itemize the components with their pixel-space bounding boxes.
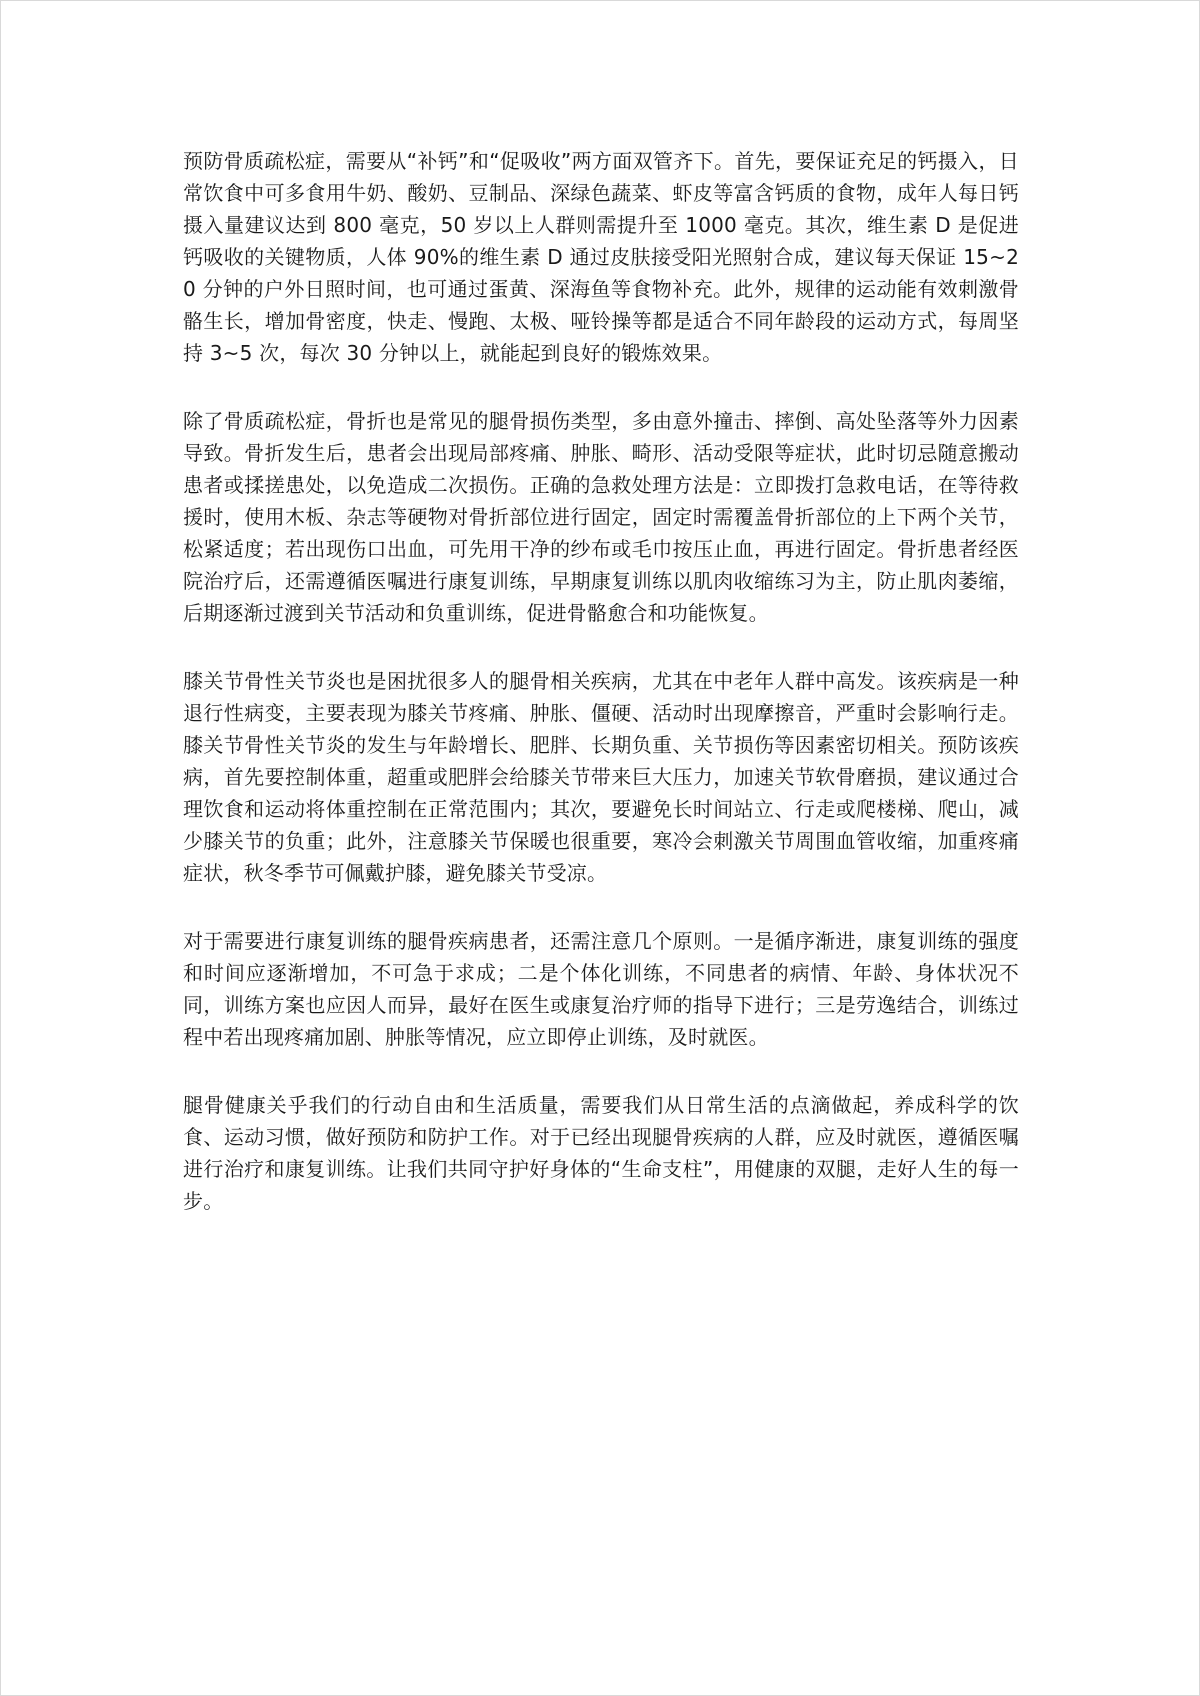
document-body (183, 145, 1019, 1217)
paragraph-conclusion: 腿骨健康关乎我们的行动自由和生活质量，需要我们从日常生活的点滴做起，养成科学的饮食、运动习惯，做好预防和防护工作。对于已经出现腿骨疾病的人群，应及时就医，遵循医嘱进行治疗和康复训练。让我们共同守护好身体的“生命支柱”，用健康的双腿，走好人生的每一步。 (183, 1093, 1019, 1213)
paragraph-rehabilitation-principles: 对于需要进行康复训练的腿骨疾病患者，还需注意几个原则。一是循序渐进，康复训练的强度和时间应逐渐增加，不可急于求成；二是个体化训练，不同患者的病情、年龄、身体状况不同，训练方案也应因人而异，最好在医生或康复治疗师的指导下进行；三是劳逸结合，训练过程中若出现疼痛加剧、肿胀等情况，应立即停止训练，及时就医。 (183, 929, 1019, 1049)
paragraph-knee-osteoarthritis: 膝关节骨性关节炎也是困扰很多人的腿骨相关疾病，尤其在中老年人群中高发。该疾病是一种退行性病变，主要表现为膝关节疼痛、肿胀、僵硬、活动时出现摩擦音，严重时会影响行走。膝关节骨性关节炎的发生与年龄增长、肥胖、长期负重、关节损伤等因素密切相关。预防该疾病，首先要控制体重，超重或肥胖会给膝关节带来巨大压力，加速关节软骨磨损，建议通过合理饮食和运动将体重控制在正常范围内；其次，要避免长时间站立、行走或爬楼梯、爬山，减少膝关节的负重；此外，注意膝关节保暖也很重要，寒冷会刺激关节周围血管收缩，加重疼痛症状，秋冬季节可佩戴护膝，避免膝关节受凉。 (183, 669, 1019, 885)
paragraph-fracture-first-aid: 除了骨质疏松症，骨折也是常见的腿骨损伤类型，多由意外撞击、摔倒、高处坠落等外力因素导致。骨折发生后，患者会出现局部疼痛、肿胀、畸形、活动受限等症状，此时切忌随意搬动患者或揉搓患处，以免造成二次损伤。正确的急救处理方法是：立即拨打急救电话，在等待救援时，使用木板、杂志等硬物对骨折部位进行固定，固定时需覆盖骨折部位的上下两个关节，松紧适度；若出现伤口出血，可先用干净的纱布或毛巾按压止血，再进行固定。骨折患者经医院治疗后，还需遵循医嘱进行康复训练，早期康复训练以肌肉收缩练习为主，防止肌肉萎缩，后期逐渐过渡到关节活动和负重训练，促进骨骼愈合和功能恢复。 (183, 409, 1019, 625)
paragraph-osteoporosis-prevention: 预防骨质疏松症，需要从“补钙”和“促吸收”两方面双管齐下。首先，要保证充足的钙摄入，日常饮食中可多食用牛奶、酸奶、豆制品、深绿色蔬菜、虾皮等富含钙质的食物，成年人每日钙摄入量建议达到 800 毫克，50 岁以上人群则需提升至 1000 毫克。其次，维生素 D 是促进钙吸收的关键物质，人体 90%的维生素 D 通过皮肤接受阳光照射合成，建议每天保证 15~20 分钟的户外日照时间，也可通过蛋黄、深海鱼等食物补充。此外，规律的运动能有效刺激骨骼生长，增加骨密度，快走、慢跑、太极、哑铃操等都是适合不同年龄段的运动方式，每周坚持 3~5 次，每次 30 分钟以上，就能起到良好的锻炼效果。 (183, 149, 1019, 365)
